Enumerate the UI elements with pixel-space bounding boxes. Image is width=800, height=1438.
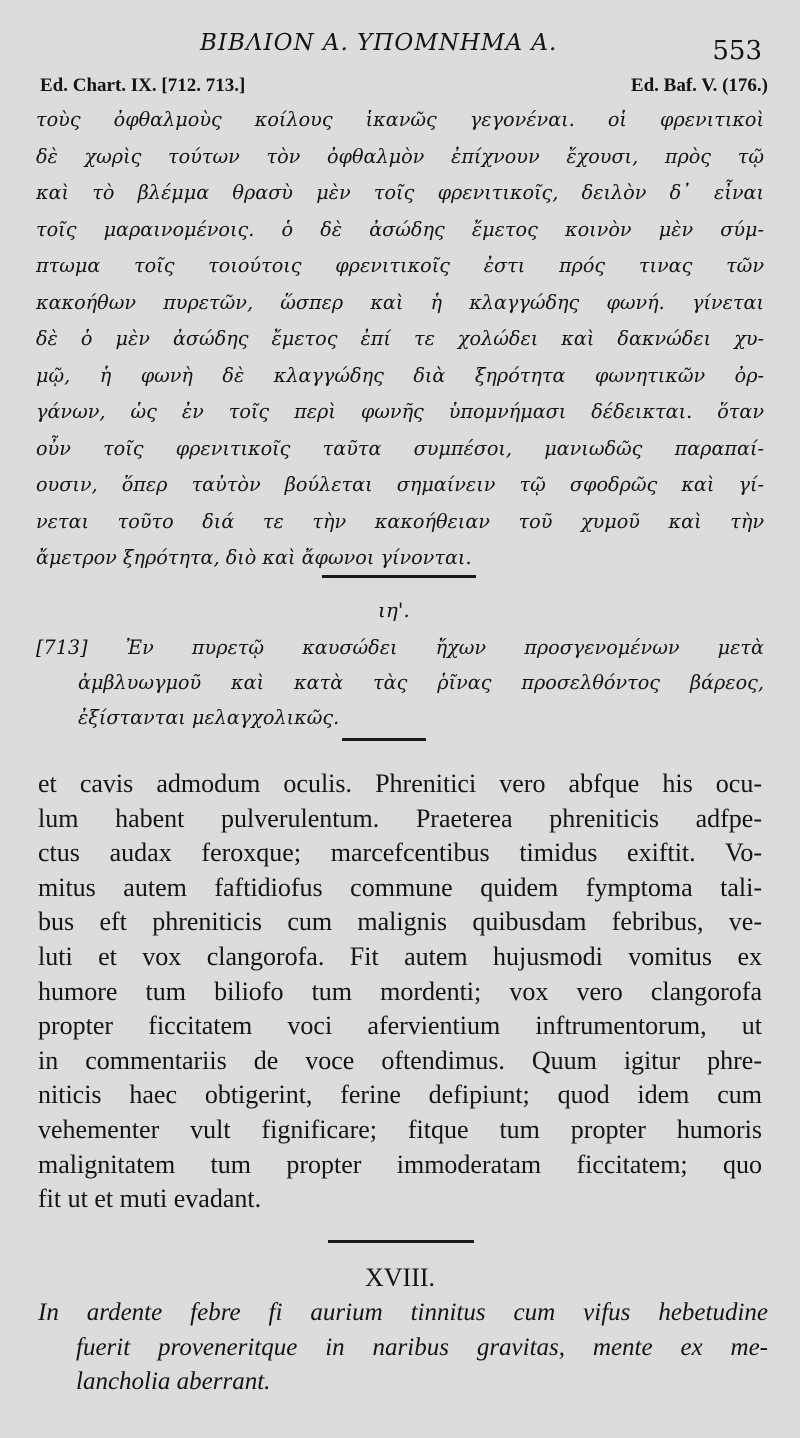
- edition-reference-basel: Ed. Baf. V. (176.): [630, 75, 768, 96]
- greek-line: δὲ ὁ μὲν ἀσώδης ἔμετος ἐπί τε χολώδει καὶ δακνώδει χυ-: [36, 327, 764, 350]
- greek-line: ουσιν, ὅπερ ταὐτὸν βούλεται σημαίνειν τῷ σφοδρῶς καὶ γί-: [36, 473, 764, 496]
- section-divider: [328, 1240, 474, 1243]
- latin-line: vehementer vult fignificare; fitque tum propter humoris: [38, 1114, 762, 1144]
- greek-line: μῷ, ἡ φωνὴ δὲ κλαγγώδης διὰ ξηρότητα φωνητικῶν ὀρ-: [36, 363, 764, 387]
- running-title: ΒΙΒΛΙΟΝ Α. ΥΠΟΜΝΗΜΑ Α.: [200, 30, 558, 56]
- latin-line-last: fit ut et muti evadant.: [38, 1184, 262, 1214]
- latin-line: malignitatem tum propter immoderatam ficcitatem; quo: [38, 1149, 762, 1179]
- greek-line: οὖν τοῖς φρενιτικοῖς ταῦτα συμπέσοι, μανιωδῶς παραπαί-: [36, 436, 764, 460]
- latin-line: in commentariis de voce oftendimus. Quum igitur phre-: [38, 1045, 762, 1075]
- greek-line: κακοήθων πυρετῶν, ὥσπερ καὶ ἡ κλαγγώδης φωνή. γίνεται: [36, 290, 764, 314]
- latin-aphorism-line: lancholia aberrant.: [76, 1368, 271, 1395]
- latin-line: niticis haec obtigerint, ferine defipiunt; quod idem cum: [38, 1080, 762, 1110]
- greek-line: τοῖς μαραινομένοις. ὁ δὲ ἀσώδης ἔμετος κοινὸν μὲν σύμ-: [36, 217, 764, 241]
- latin-aphorism: [38, 1296, 768, 1400]
- latin-line: lum habent pulverulentum. Praeterea phreniticis adfpe-: [38, 803, 762, 833]
- latin-line: luti et vox clangorofa. Fit autem hujusmodi vomitus ex: [38, 941, 762, 971]
- latin-section-number: XVIII.: [364, 1263, 436, 1292]
- latin-aphorism-line: In ardente febre fi aurium tinnitus cum vifus hebetudine: [38, 1299, 768, 1326]
- latin-commentary: [38, 767, 762, 1217]
- greek-section-number: ιη'.: [378, 598, 410, 622]
- greek-aphorism-line: [713] Ἐν πυρετῷ καυσώδει ἤχων προσγενομένων μετὰ: [36, 636, 764, 659]
- latin-line: bus eft phreniticis cum malignis quibusdam febribus, ve-: [38, 907, 762, 937]
- greek-line-last: ἄμετρον ξηρότητα, διὸ καὶ ἄφωνοι γίνονται.: [36, 546, 472, 569]
- latin-aphorism-line: fuerit proveneritque in naribus gravitas, mente ex me-: [76, 1333, 768, 1361]
- greek-aphorism-line: ἀμβλυωγμοῦ καὶ κατὰ τὰς ῥῖνας προσελθόντος βάρεος,: [78, 671, 764, 694]
- greek-line: δὲ χωρὶς τούτων τὸν ὀφθαλμὸν ἐπίχνουν ἔχουσι, πρὸς τῷ: [36, 144, 764, 168]
- running-head: [0, 26, 800, 66]
- edition-reference-chartier: Ed. Chart. IX. [712. 713.]: [40, 75, 246, 96]
- greek-line: καὶ τὸ βλέμμα θρασὺ μὲν τοῖς φρενιτικοῖς, δειλὸν δ᾽ εἶναι: [36, 181, 764, 204]
- greek-line: νεται τοῦτο διά τε τὴν κακοήθειαν τοῦ χυμοῦ καὶ τὴν: [36, 509, 764, 533]
- section-divider: [322, 575, 476, 578]
- latin-line: propter ficcitatem voci afervientium inftrumentorum, ut: [38, 1011, 762, 1041]
- latin-line: et cavis admodum oculis. Phrenitici vero abfque his ocu-: [38, 769, 762, 798]
- latin-line: ctus audax feroxque; marcefcentibus timidus exiftit. Vo-: [38, 838, 762, 868]
- greek-line: τοὺς ὀφθαλμοὺς κοίλους ἱκανῶς γεγονέναι. οἱ φρενιτικοὶ: [36, 108, 764, 131]
- latin-line: humore tum biliofo tum mordenti; vox vero clangorofa: [38, 976, 762, 1006]
- page-number: 553: [712, 36, 762, 66]
- section-divider: [342, 738, 426, 741]
- greek-aphorism-line: ἐξίστανται μελαγχολικῶς.: [78, 706, 340, 729]
- greek-line: γάνων, ὡς ἐν τοῖς περὶ φωνῆς ὑπομνήμασι δέδεικται. ὅταν: [36, 400, 764, 423]
- latin-line: mitus autem faftidiofus commune quidem fymptoma tali-: [38, 872, 762, 902]
- greek-line: πτωμα τοῖς τοιούτοις φρενιτικοῖς ἐστι πρός τινας τῶν: [36, 254, 764, 277]
- greek-commentary: [36, 102, 764, 577]
- greek-aphorism: [36, 630, 764, 735]
- edition-references: [40, 75, 768, 101]
